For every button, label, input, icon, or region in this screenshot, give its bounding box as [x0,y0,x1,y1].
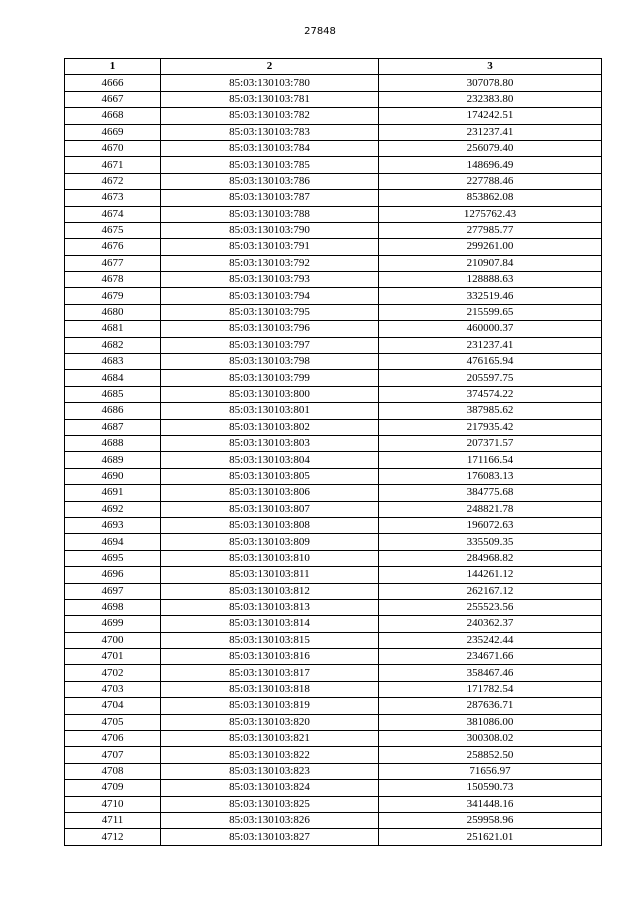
value-cell: 381086.00 [379,714,602,730]
value-cell: 240362.37 [379,616,602,632]
row-number-cell: 4708 [65,763,161,779]
cadastral-number-cell: 85:03:130103:797 [161,337,379,353]
value-cell: 232383.80 [379,91,602,107]
cadastral-number-cell: 85:03:130103:783 [161,124,379,140]
row-number-cell: 4667 [65,91,161,107]
cadastral-number-cell: 85:03:130103:785 [161,157,379,173]
row-number-cell: 4666 [65,75,161,91]
row-number-cell: 4705 [65,714,161,730]
row-number-cell: 4707 [65,747,161,763]
row-number-cell: 4689 [65,452,161,468]
cadastral-number-cell: 85:03:130103:804 [161,452,379,468]
value-cell: 171166.54 [379,452,602,468]
table-row [65,485,602,501]
cadastral-number-cell: 85:03:130103:811 [161,567,379,583]
value-cell: 300308.02 [379,731,602,747]
cadastral-number-cell: 85:03:130103:820 [161,714,379,730]
cadastral-number-cell: 85:03:130103:796 [161,321,379,337]
column-header-2: 2 [161,59,379,75]
row-number-cell: 4670 [65,140,161,156]
cadastral-number-cell: 85:03:130103:812 [161,583,379,599]
table-row [65,435,602,451]
table-row [65,517,602,533]
cadastral-number-cell: 85:03:130103:805 [161,468,379,484]
row-number-cell: 4684 [65,370,161,386]
header-row [65,59,602,75]
row-number-cell: 4695 [65,550,161,566]
cadastral-number-cell: 85:03:130103:824 [161,780,379,796]
table-row [65,780,602,796]
column-header-1: 1 [65,59,161,75]
cadastral-number-cell: 85:03:130103:806 [161,485,379,501]
row-number-cell: 4674 [65,206,161,222]
value-cell: 287636.71 [379,698,602,714]
value-cell: 227788.46 [379,173,602,189]
value-cell: 277985.77 [379,222,602,238]
value-cell: 217935.42 [379,419,602,435]
cadastral-number-cell: 85:03:130103:809 [161,534,379,550]
table-row [65,468,602,484]
row-number-cell: 4682 [65,337,161,353]
table-row [65,75,602,91]
table-row [65,829,602,845]
value-cell: 258852.50 [379,747,602,763]
cadastral-number-cell: 85:03:130103:786 [161,173,379,189]
row-number-cell: 4679 [65,288,161,304]
row-number-cell: 4668 [65,108,161,124]
row-number-cell: 4706 [65,731,161,747]
cadastral-number-cell: 85:03:130103:814 [161,616,379,632]
table-row [65,649,602,665]
cadastral-number-cell: 85:03:130103:788 [161,206,379,222]
cadastral-number-cell: 85:03:130103:825 [161,796,379,812]
cadastral-number-cell: 85:03:130103:795 [161,304,379,320]
table-row [65,173,602,189]
row-number-cell: 4683 [65,354,161,370]
value-cell: 307078.80 [379,75,602,91]
value-cell: 207371.57 [379,435,602,451]
value-cell: 256079.40 [379,140,602,156]
value-cell: 235242.44 [379,632,602,648]
row-number-cell: 4691 [65,485,161,501]
value-cell: 171782.54 [379,681,602,697]
table-row [65,665,602,681]
table-row [65,140,602,156]
table-row [65,812,602,828]
row-number-cell: 4681 [65,321,161,337]
cadastral-number-cell: 85:03:130103:827 [161,829,379,845]
table-row [65,583,602,599]
cadastral-number-cell: 85:03:130103:826 [161,812,379,828]
row-number-cell: 4697 [65,583,161,599]
table-row [65,747,602,763]
row-number-cell: 4710 [65,796,161,812]
cadastral-number-cell: 85:03:130103:792 [161,255,379,271]
cadastral-number-cell: 85:03:130103:791 [161,239,379,255]
value-cell: 231237.41 [379,124,602,140]
cadastral-number-cell: 85:03:130103:784 [161,140,379,156]
value-cell: 259958.96 [379,812,602,828]
table-row [65,124,602,140]
table-row [65,698,602,714]
row-number-cell: 4696 [65,567,161,583]
row-number-cell: 4704 [65,698,161,714]
table-row [65,386,602,402]
value-cell: 144261.12 [379,567,602,583]
cadastral-number-cell: 85:03:130103:790 [161,222,379,238]
data-table [64,58,602,846]
value-cell: 476165.94 [379,354,602,370]
cadastral-number-cell: 85:03:130103:782 [161,108,379,124]
table-row [65,550,602,566]
cadastral-number-cell: 85:03:130103:816 [161,649,379,665]
table-row [65,190,602,206]
column-header-3: 3 [379,59,602,75]
value-cell: 341448.16 [379,796,602,812]
value-cell: 196072.63 [379,517,602,533]
row-number-cell: 4700 [65,632,161,648]
row-number-cell: 4685 [65,386,161,402]
cadastral-number-cell: 85:03:130103:787 [161,190,379,206]
table-row [65,796,602,812]
cadastral-number-cell: 85:03:130103:813 [161,599,379,615]
value-cell: 299261.00 [379,239,602,255]
table-row [65,567,602,583]
cadastral-number-cell: 85:03:130103:780 [161,75,379,91]
table-row [65,337,602,353]
table-row [65,452,602,468]
table-row [65,321,602,337]
value-cell: 853862.08 [379,190,602,206]
row-number-cell: 4709 [65,780,161,796]
row-number-cell: 4692 [65,501,161,517]
table-row [65,403,602,419]
table-row [65,239,602,255]
table-row [65,222,602,238]
cadastral-number-cell: 85:03:130103:823 [161,763,379,779]
value-cell: 231237.41 [379,337,602,353]
row-number-cell: 4711 [65,812,161,828]
row-number-cell: 4673 [65,190,161,206]
row-number-cell: 4686 [65,403,161,419]
row-number-cell: 4694 [65,534,161,550]
value-cell: 387985.62 [379,403,602,419]
table-row [65,157,602,173]
cadastral-number-cell: 85:03:130103:817 [161,665,379,681]
table-row [65,288,602,304]
table-row [65,354,602,370]
table-row [65,714,602,730]
value-cell: 284968.82 [379,550,602,566]
cadastral-number-cell: 85:03:130103:821 [161,731,379,747]
cadastral-number-cell: 85:03:130103:807 [161,501,379,517]
value-cell: 71656.97 [379,763,602,779]
cadastral-number-cell: 85:03:130103:818 [161,681,379,697]
value-cell: 335509.35 [379,534,602,550]
table-row [65,255,602,271]
table-row [65,681,602,697]
table-row [65,108,602,124]
table-row [65,763,602,779]
value-cell: 358467.46 [379,665,602,681]
table-row [65,91,602,107]
page-number: 27848 [304,26,336,37]
row-number-cell: 4693 [65,517,161,533]
value-cell: 176083.13 [379,468,602,484]
row-number-cell: 4671 [65,157,161,173]
cadastral-number-cell: 85:03:130103:822 [161,747,379,763]
table-row [65,501,602,517]
value-cell: 148696.49 [379,157,602,173]
value-cell: 248821.78 [379,501,602,517]
row-number-cell: 4688 [65,435,161,451]
row-number-cell: 4680 [65,304,161,320]
value-cell: 150590.73 [379,780,602,796]
value-cell: 210907.84 [379,255,602,271]
table-row [65,616,602,632]
table-row [65,731,602,747]
cadastral-number-cell: 85:03:130103:781 [161,91,379,107]
table-row [65,206,602,222]
cadastral-number-cell: 85:03:130103:801 [161,403,379,419]
value-cell: 374574.22 [379,386,602,402]
table-row [65,599,602,615]
value-cell: 384775.68 [379,485,602,501]
value-cell: 234671.66 [379,649,602,665]
value-cell: 205597.75 [379,370,602,386]
cadastral-number-cell: 85:03:130103:793 [161,272,379,288]
cadastral-number-cell: 85:03:130103:803 [161,435,379,451]
table-row [65,632,602,648]
cadastral-number-cell: 85:03:130103:799 [161,370,379,386]
row-number-cell: 4678 [65,272,161,288]
row-number-cell: 4703 [65,681,161,697]
value-cell: 128888.63 [379,272,602,288]
cadastral-number-cell: 85:03:130103:798 [161,354,379,370]
cadastral-number-cell: 85:03:130103:815 [161,632,379,648]
table-row [65,304,602,320]
value-cell: 255523.56 [379,599,602,615]
cadastral-number-cell: 85:03:130103:794 [161,288,379,304]
row-number-cell: 4699 [65,616,161,632]
table-body [65,75,602,845]
table-row [65,419,602,435]
value-cell: 1275762.43 [379,206,602,222]
table-row [65,272,602,288]
row-number-cell: 4698 [65,599,161,615]
value-cell: 460000.37 [379,321,602,337]
row-number-cell: 4675 [65,222,161,238]
value-cell: 251621.01 [379,829,602,845]
cadastral-number-cell: 85:03:130103:808 [161,517,379,533]
cadastral-number-cell: 85:03:130103:810 [161,550,379,566]
row-number-cell: 4701 [65,649,161,665]
value-cell: 215599.65 [379,304,602,320]
table-row [65,534,602,550]
value-cell: 174242.51 [379,108,602,124]
row-number-cell: 4677 [65,255,161,271]
row-number-cell: 4687 [65,419,161,435]
row-number-cell: 4672 [65,173,161,189]
row-number-cell: 4669 [65,124,161,140]
cadastral-number-cell: 85:03:130103:819 [161,698,379,714]
row-number-cell: 4702 [65,665,161,681]
row-number-cell: 4690 [65,468,161,484]
row-number-cell: 4676 [65,239,161,255]
table-row [65,370,602,386]
value-cell: 332519.46 [379,288,602,304]
table-header [65,59,602,75]
value-cell: 262167.12 [379,583,602,599]
row-number-cell: 4712 [65,829,161,845]
cadastral-number-cell: 85:03:130103:800 [161,386,379,402]
cadastral-number-cell: 85:03:130103:802 [161,419,379,435]
